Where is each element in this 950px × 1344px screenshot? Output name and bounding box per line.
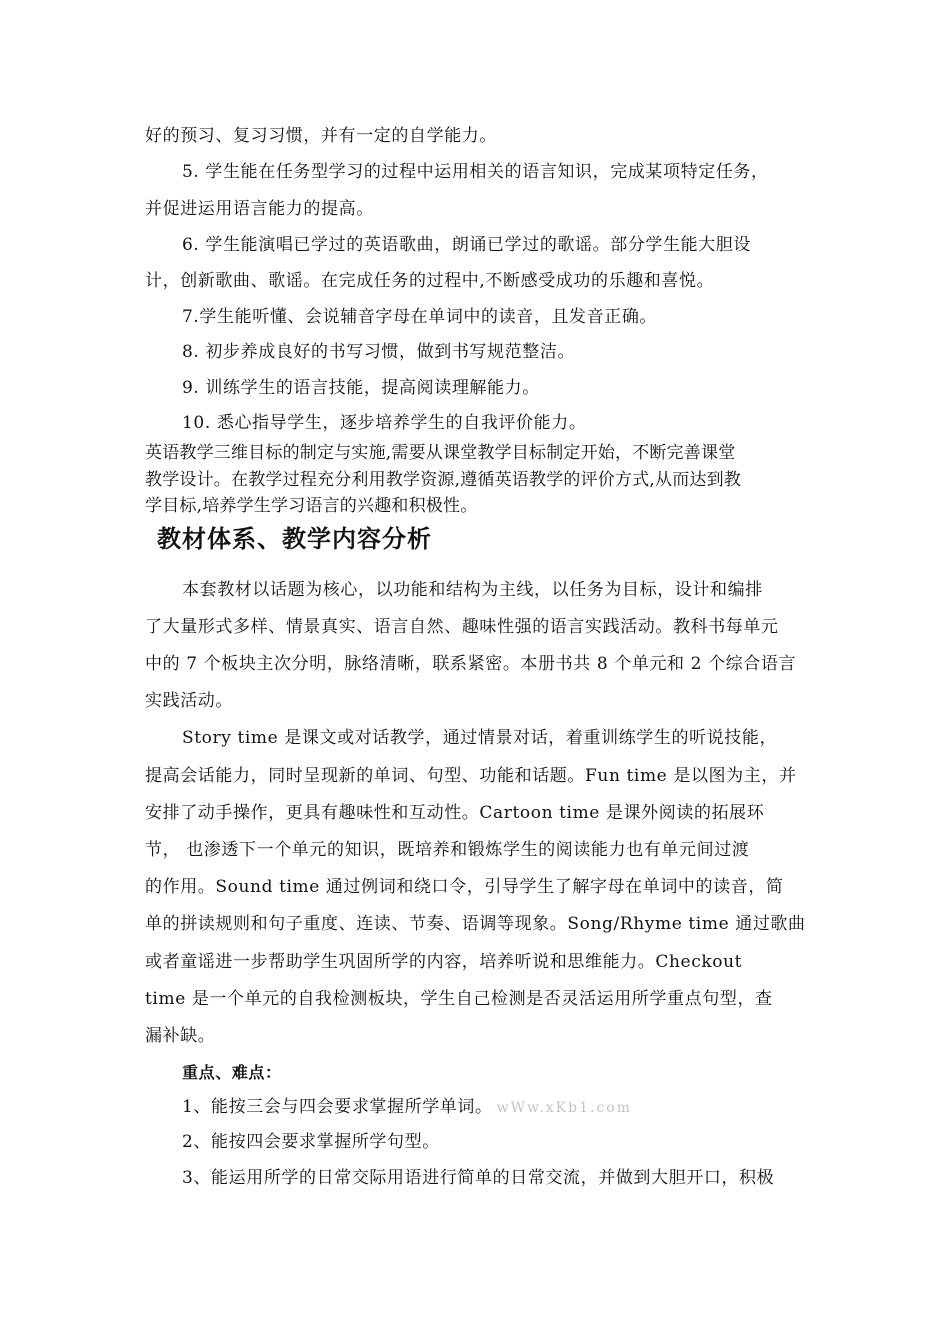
text-line: 好的预习、复习习惯，并有一定的自学能力。 [145,126,497,146]
paragraph-line: 实践活动。 [145,691,233,711]
paragraph-line: 漏补缺。 [145,1026,216,1046]
paragraph-line: 单的拼读规则和句子重度、连读、节奏、语调等现象。Song/Rhyme time 通过歌曲 [145,914,806,934]
paragraph-line: 安排了动手操作，更具有趣味性和互动性。Cartoon time 是课外阅读的拓展环 [145,803,765,823]
summary-line: 教学设计。在教学过程充分利用教学资源,遵循英语教学的评价方式,从而达到教 [145,470,742,490]
key-point-item: 3、能运用所学的日常交际用语进行简单的日常交流，并做到大胆开口，积极 [182,1168,775,1188]
text-line: 并促进运用语言能力的提高。 [145,199,374,219]
text-line: 7.学生能听懂、会说辅音字母在单词中的读音，且发音正确。 [182,307,658,327]
summary-line: 英语教学三维目标的制定与实施,需要从课堂教学目标制定开始，不断完善课堂 [145,443,736,463]
paragraph-line: 或者童谣进一步帮助学生巩固所学的内容，培养听说和思维能力。Checkout [145,952,743,972]
paragraph-line: 节， 也渗透下一个单元的知识，既培养和锻炼学生的阅读能力也有单元间过渡 [145,840,750,860]
paragraph-line: 了大量形式多样、情景真实、语言自然、趣味性强的语言实践活动。教科书每单元 [145,617,779,637]
section-heading: 教材体系、教学内容分析 [157,525,432,553]
text-line: 10. 悉心指导学生，逐步培养学生的自我评价能力。 [182,413,587,433]
text-line: 8. 初步养成良好的书写习惯，做到书写规范整洁。 [182,342,576,362]
watermark: wWw.xKb1.com [496,1100,632,1116]
summary-line: 学目标,培养学生学习语言的兴趣和积极性。 [145,496,478,516]
key-points-label: 重点、难点： [182,1063,282,1082]
key-point-text: 1、能按三会与四会要求掌握所学单词。 [182,1097,493,1117]
paragraph-line: 本套教材以话题为核心，以功能和结构为主线，以任务为目标，设计和编排 [182,580,763,600]
text-line: 9. 训练学生的语言技能，提高阅读理解能力。 [182,378,540,398]
paragraph-line: 的作用。Sound time 通过例词和绕口令，引导学生了解字母在单词中的读音，简 [145,877,784,897]
key-point-item [182,1095,632,1120]
text-line: 计，创新歌曲、歌谣。在完成任务的过程中,不断感受成功的乐趣和喜悦。 [145,271,715,291]
paragraph-line: 提高会话能力，同时呈现新的单词、句型、功能和话题。Fun time 是以图为主，并 [145,766,797,786]
key-point-item: 2、能按四会要求掌握所学句型。 [182,1132,440,1152]
paragraph-line: Story time 是课文或对话教学，通过情景对话，着重训练学生的听说技能， [182,728,778,748]
paragraph-line: 中的 7 个板块主次分明，脉络清晰，联系紧密。本册书共 8 个单元和 2 个综合语言 [145,654,797,674]
paragraph-line: time 是一个单元的自我检测板块，学生自己检测是否灵活运用所学重点句型，查 [145,989,773,1009]
text-line: 6. 学生能演唱已学过的英语歌曲，朗诵已学过的歌谣。部分学生能大胆设 [182,235,752,255]
text-line: 5. 学生能在任务型学习的过程中运用相关的语言知识，完成某项特定任务， [182,162,769,182]
